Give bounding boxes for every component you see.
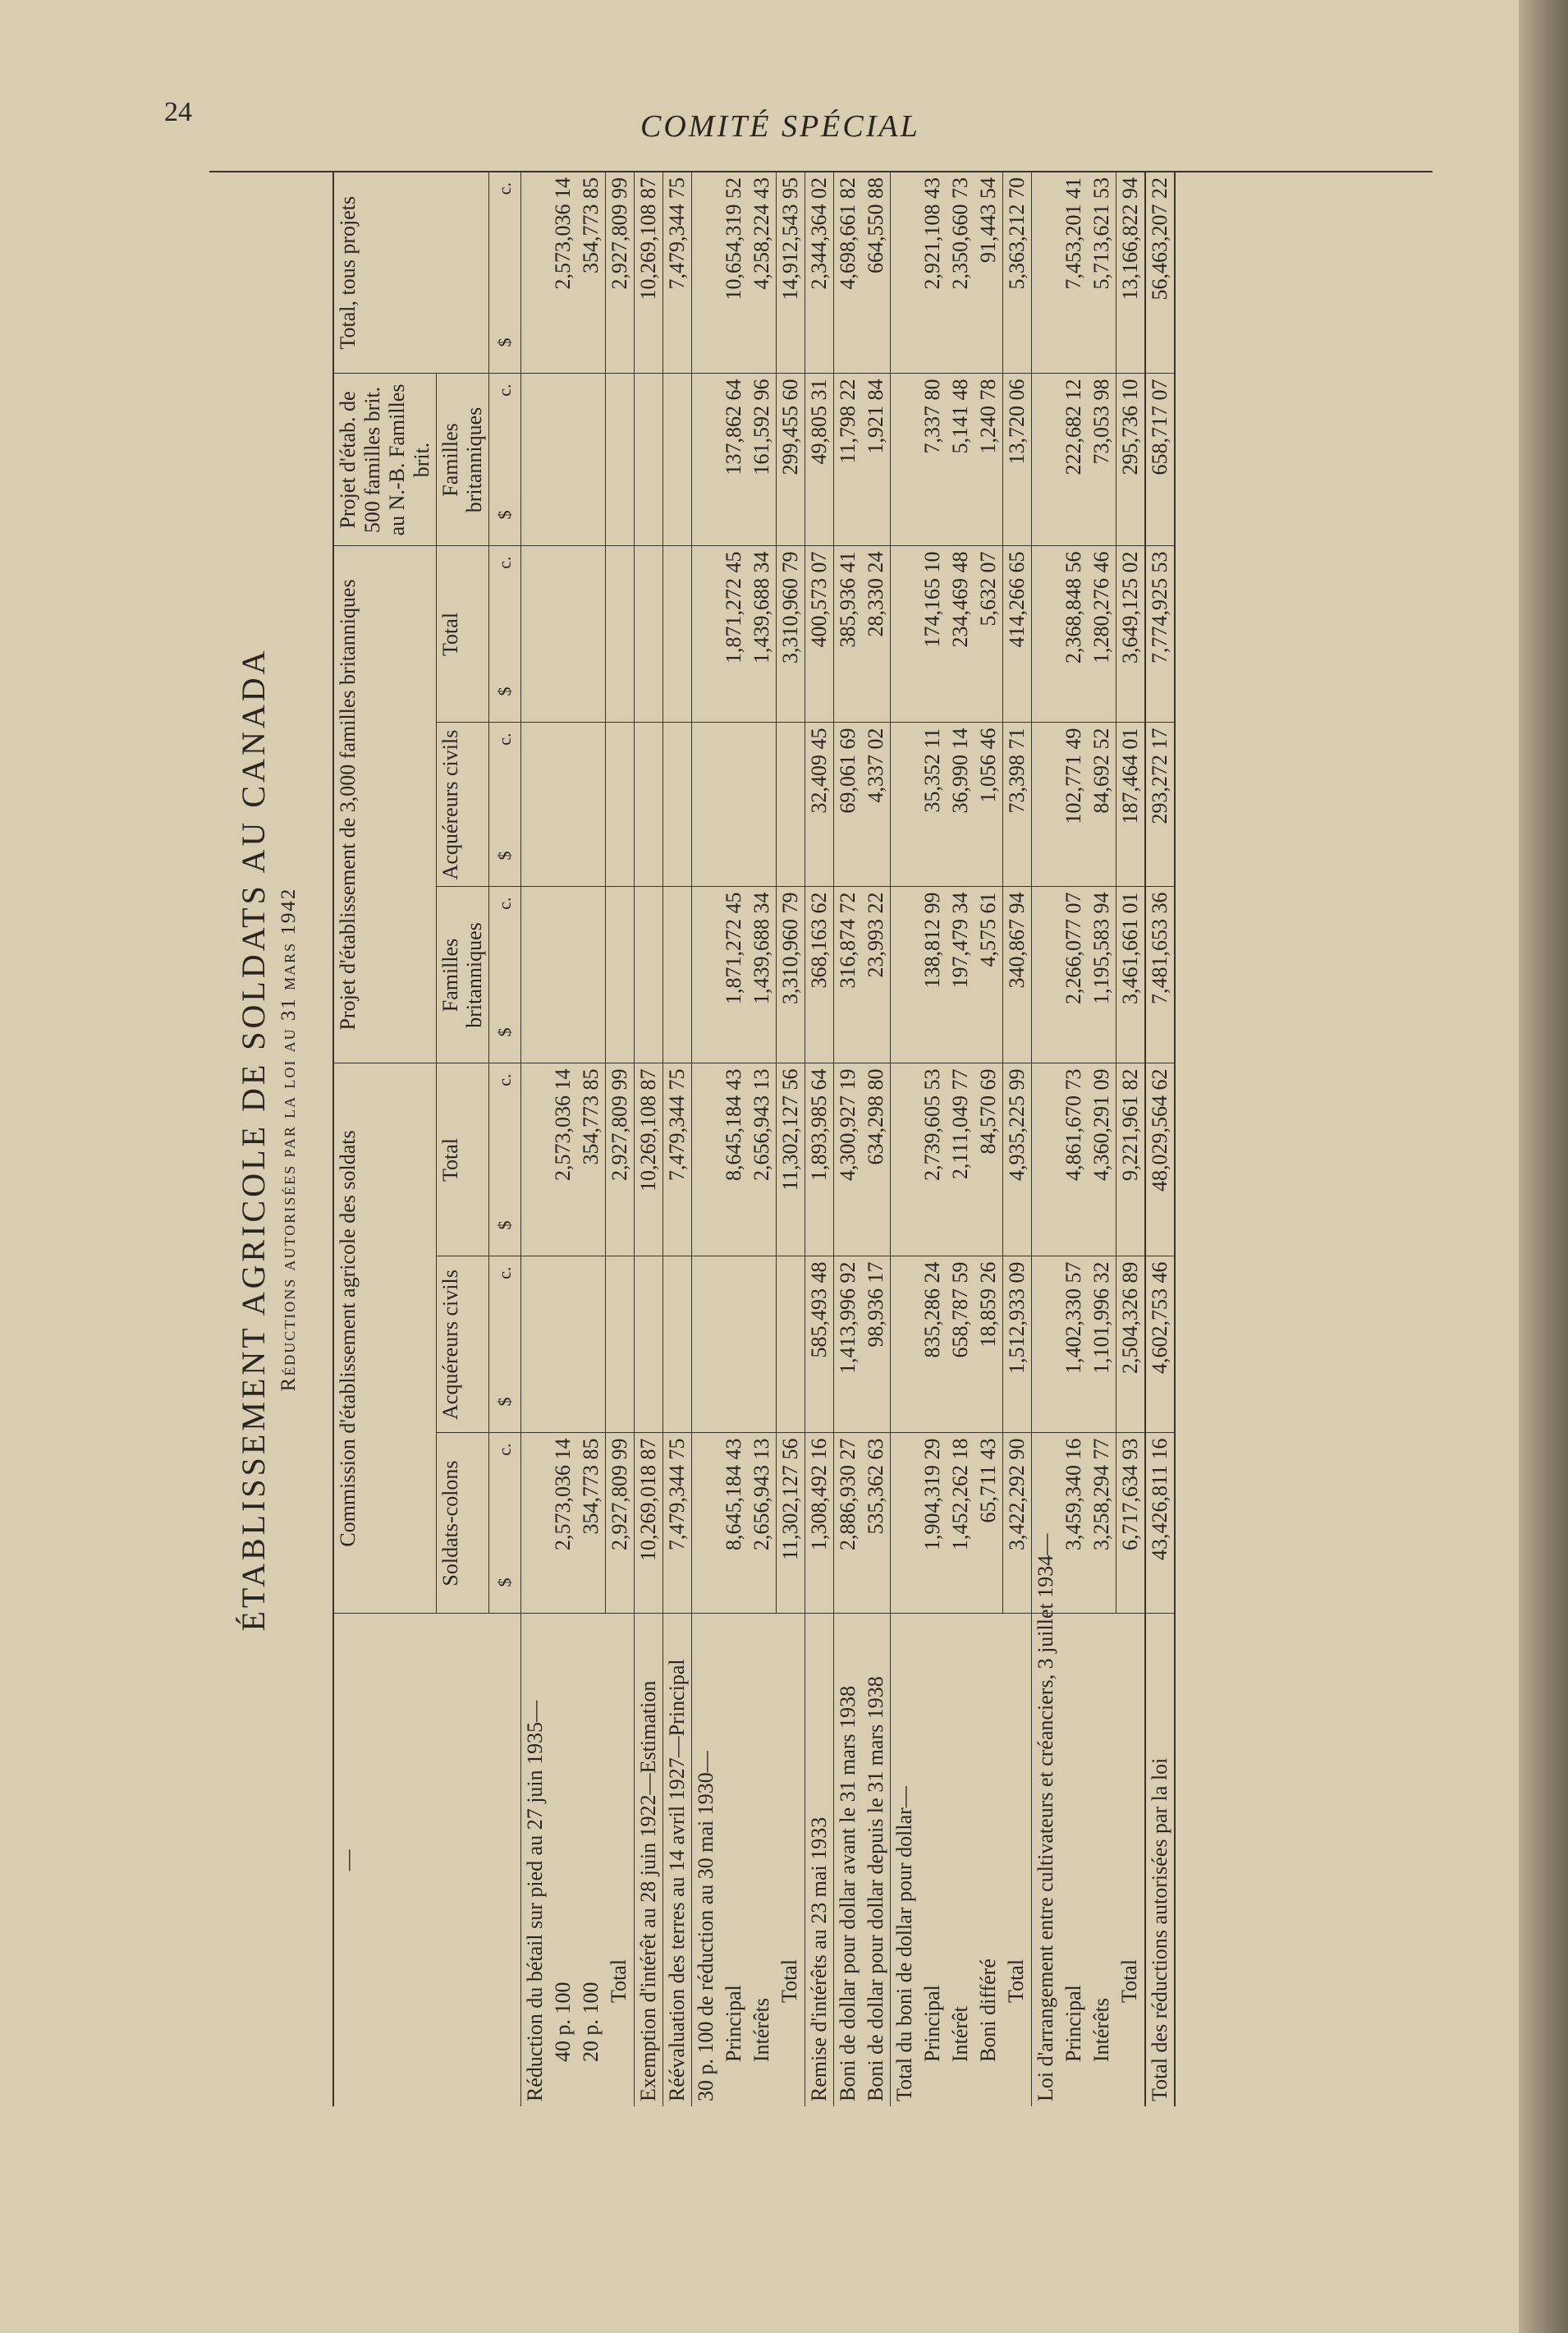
value-cell [1031, 546, 1060, 723]
value-cell: 414,266 65 [1002, 546, 1031, 723]
unit-cents: c. [494, 733, 516, 746]
value-cell: 11,302,127 56 [776, 1433, 805, 1614]
value-cell: 2,573,036 14 [549, 172, 577, 374]
value-cell: 4,258,224 43 [748, 172, 777, 374]
value-cell: 1,921 84 [862, 374, 891, 546]
row-label [776, 1614, 805, 2106]
table-row [890, 172, 919, 2106]
header-total-projects: Total, tous projets [333, 172, 489, 374]
value-cell [890, 887, 919, 1063]
value-cell: 400,573 07 [805, 546, 833, 723]
table-row [776, 172, 805, 2106]
value-cell: 1,413,996 92 [833, 1256, 862, 1433]
unit-dollar: $ [494, 851, 516, 861]
value-cell [1031, 1063, 1060, 1256]
value-cell: 2,573,036 14 [549, 1433, 577, 1614]
value-cell: 3,459,340 16 [1060, 1433, 1088, 1614]
table-row [919, 172, 947, 2106]
value-cell: 3,310,960 79 [776, 887, 805, 1063]
row-label-text: Total [1117, 1959, 1142, 2003]
unit-dollar: $ [494, 510, 516, 520]
value-cell [663, 723, 691, 887]
value-cell: 354,773 85 [577, 172, 606, 374]
row-label [577, 1614, 606, 2106]
value-cell: 174,165 10 [919, 546, 947, 723]
value-cell: 10,654,319 52 [720, 172, 748, 374]
value-cell: 299,455 60 [776, 374, 805, 546]
unit-dollar: $ [494, 1397, 516, 1407]
row-label [1145, 1614, 1175, 2106]
value-cell: 1,871,272 45 [720, 546, 748, 723]
value-cell [890, 1433, 919, 1614]
row-label-text: Exemption d'intérêt au 28 juin 1922—Estimation [635, 1680, 660, 2101]
value-cell: 1,280,276 46 [1088, 546, 1116, 723]
value-cell: 2,739,605 53 [919, 1063, 947, 1256]
value-cell [1031, 723, 1060, 887]
value-cell: 73,053 98 [1088, 374, 1116, 546]
row-label-text: Total [607, 1959, 631, 2003]
unit-cell [489, 1433, 520, 1614]
value-cell: 2,350,660 73 [947, 172, 974, 374]
table-title: ÉTABLISSEMENT AGRICOLE DE SOLDATS AU CANADA [235, 647, 272, 1632]
table-row [974, 172, 1003, 2106]
value-cell [720, 723, 748, 887]
table-row [663, 172, 691, 2106]
row-label [833, 1614, 862, 2106]
value-cell: 9,221,961 82 [1116, 1063, 1145, 1256]
value-cell: 2,886,930 27 [833, 1433, 862, 1614]
value-cell: 7,481,653 36 [1145, 887, 1175, 1063]
value-cell: 4,575 61 [974, 887, 1003, 1063]
value-cell: 35,352 11 [919, 723, 947, 887]
value-cell [1031, 1256, 1060, 1433]
value-cell: 1,056 46 [974, 723, 1003, 887]
unit-dollar: $ [494, 1027, 516, 1037]
value-cell: 4,935,225 99 [1002, 1063, 1031, 1256]
unit-cents: c. [494, 383, 516, 397]
value-cell [890, 172, 919, 374]
value-cell [605, 887, 634, 1063]
value-cell: 197,479 34 [947, 887, 974, 1063]
value-cell: 69,061 69 [833, 723, 862, 887]
row-label-text: Principal [721, 1985, 745, 2062]
unit-dollar: $ [494, 338, 516, 347]
value-cell: 4,300,927 19 [833, 1063, 862, 1256]
value-cell: 8,645,184 43 [720, 1433, 748, 1614]
unit-cents: c. [494, 1266, 516, 1279]
value-cell [1031, 172, 1060, 374]
value-cell: 295,736 10 [1116, 374, 1145, 546]
value-cell [663, 546, 691, 723]
unit-dollar: $ [494, 1220, 516, 1230]
value-cell: 5,141 48 [947, 374, 974, 546]
value-cell [549, 1256, 577, 1433]
row-label [947, 1614, 974, 2106]
value-cell: 385,936 41 [833, 546, 862, 723]
value-cell: 1,893,985 64 [805, 1063, 833, 1256]
value-cell: 5,363,212 70 [1002, 172, 1031, 374]
value-cell [520, 374, 549, 546]
row-label [520, 1614, 549, 2106]
value-cell [776, 723, 805, 887]
value-cell [577, 1256, 606, 1433]
value-cell: 4,698,661 82 [833, 172, 862, 374]
value-cell [691, 1433, 720, 1614]
row-label [748, 1614, 777, 2106]
col-header-acq1: Acquéreurs civils [436, 1256, 489, 1433]
page-number: 24 [164, 97, 192, 127]
value-cell: 49,805 31 [805, 374, 833, 546]
value-cell [890, 546, 919, 723]
row-label-text: Principal [1061, 1985, 1085, 2062]
table-row [1088, 172, 1116, 2106]
table-row [549, 172, 577, 2106]
value-cell [634, 374, 663, 546]
value-cell: 187,464 01 [1116, 723, 1145, 887]
value-cell: 658,717 07 [1145, 374, 1175, 546]
value-cell: 340,867 94 [1002, 887, 1031, 1063]
row-label [974, 1614, 1003, 2106]
value-cell [663, 887, 691, 1063]
row-label-text: Total du boni de dollar pour dollar— [892, 1786, 916, 2101]
value-cell [691, 374, 720, 546]
value-cell [605, 546, 634, 723]
row-label [1031, 1533, 1060, 2106]
unit-cell [489, 374, 520, 546]
value-cell [634, 887, 663, 1063]
value-cell: 98,936 17 [862, 1256, 891, 1433]
value-cell [520, 172, 549, 374]
value-cell: 2,344,364 02 [805, 172, 833, 374]
value-cell [776, 1256, 805, 1433]
value-cell: 316,874 72 [833, 887, 862, 1063]
row-label [1116, 1614, 1145, 2106]
unit-cents: c. [494, 556, 516, 569]
value-cell [577, 887, 606, 1063]
unit-cents: c. [494, 1443, 516, 1456]
value-cell: 36,990 14 [947, 723, 974, 887]
table-row [691, 172, 720, 2106]
table-row [634, 172, 663, 2106]
value-cell: 222,682 12 [1060, 374, 1088, 546]
row-label-text: Total des réductions autorisées par la loi [1147, 1757, 1171, 2101]
col-header-fam3: Familles britanniques [436, 374, 489, 546]
value-cell: 84,692 52 [1088, 723, 1116, 887]
row-label-text: Total [1004, 1959, 1029, 2003]
value-cell: 354,773 85 [577, 1433, 606, 1614]
value-cell: 43,426,811 16 [1145, 1433, 1175, 1614]
value-cell: 3,422,292 90 [1002, 1433, 1031, 1614]
row-label-text: Boni différé [975, 1959, 1000, 2062]
value-cell: 658,787 59 [947, 1256, 974, 1433]
row-label [862, 1614, 891, 2106]
value-cell [634, 546, 663, 723]
value-cell: 2,927,809 99 [605, 1063, 634, 1256]
col-header-total2: Total [436, 546, 489, 723]
row-label-text: Boni de dollar pour dollar avant le 31 mars 1938 [835, 1685, 860, 2101]
row-label [890, 1614, 919, 2106]
value-cell [520, 723, 549, 887]
row-label-text: Total [777, 1959, 802, 2003]
unit-dollar: $ [494, 1578, 516, 1587]
value-cell [549, 723, 577, 887]
group-header-commission: Commission d'établissement agricole des soldats [333, 1063, 436, 1614]
value-cell: 2,927,809 99 [605, 1433, 634, 1614]
unit-cell [489, 723, 520, 887]
rotated-table-stage [209, 172, 1433, 2106]
row-label-text: Réévaluation des terres au 14 avril 1927—Principal [664, 1659, 689, 2101]
value-cell: 234,469 48 [947, 546, 974, 723]
row-label-text: Boni de dollar pour dollar depuis le 31 mars 1938 [863, 1676, 887, 2101]
value-cell: 56,463,207 22 [1145, 172, 1175, 374]
unit-cell [489, 172, 520, 374]
row-label [549, 1614, 577, 2106]
value-cell [890, 374, 919, 546]
value-cell: 10,269,018 87 [634, 1433, 663, 1614]
value-cell: 3,649,125 02 [1116, 546, 1145, 723]
row-label [919, 1614, 947, 2106]
value-cell: 48,029,564 62 [1145, 1063, 1175, 1256]
value-cell [520, 887, 549, 1063]
unit-cell [489, 887, 520, 1063]
value-cell: 11,302,127 56 [776, 1063, 805, 1256]
table-row [833, 172, 862, 2106]
value-cell [890, 1063, 919, 1256]
value-cell: 1,195,583 94 [1088, 887, 1116, 1063]
value-cell [748, 723, 777, 887]
value-cell [1031, 887, 1060, 1063]
row-label [1088, 1614, 1116, 2106]
value-cell [520, 1256, 549, 1433]
value-cell [691, 1063, 720, 1256]
value-cell: 535,362 63 [862, 1433, 891, 1614]
value-cell: 32,409 45 [805, 723, 833, 887]
title-block [209, 172, 332, 2106]
table-row [947, 172, 974, 2106]
value-cell: 2,504,326 89 [1116, 1256, 1145, 1433]
value-cell: 7,774,925 53 [1145, 546, 1175, 723]
col-header-soldats: Soldats-colons [436, 1433, 489, 1614]
value-cell: 835,286 24 [919, 1256, 947, 1433]
value-cell: 2,921,108 43 [919, 172, 947, 374]
row-label-text: Intérêt [947, 2006, 972, 2062]
row-label [720, 1614, 748, 2106]
value-cell: 1,308,492 16 [805, 1433, 833, 1614]
value-cell: 1,439,688 34 [748, 546, 777, 723]
row-label [1060, 1614, 1088, 2106]
value-cell [634, 1256, 663, 1433]
value-cell: 13,720 06 [1002, 374, 1031, 546]
value-cell [663, 1256, 691, 1433]
group-header-500: Projet d'étab. de 500 familles brit. au N.-B. Familles brit. [333, 374, 436, 546]
value-cell: 13,166,822 94 [1116, 172, 1145, 374]
unit-cell [489, 1256, 520, 1433]
value-cell [577, 546, 606, 723]
table-subtitle: Réductions autorisées par la loi au 31 mars 1942 [277, 887, 300, 1392]
value-cell: 3,310,960 79 [776, 546, 805, 723]
value-cell: 368,163 62 [805, 887, 833, 1063]
row-label [691, 1614, 720, 2106]
reductions-table [332, 172, 1176, 2106]
value-cell [577, 374, 606, 546]
value-cell: 293,272 17 [1145, 723, 1175, 887]
table-row [748, 172, 777, 2106]
value-cell: 14,912,543 95 [776, 172, 805, 374]
value-cell [634, 723, 663, 887]
value-cell: 2,656,943 13 [748, 1433, 777, 1614]
row-label [605, 1614, 634, 2106]
value-cell: 585,493 48 [805, 1256, 833, 1433]
table-row [720, 172, 748, 2106]
col-header-acq2: Acquéreurs civils [436, 723, 489, 887]
stub-header: — [333, 1614, 520, 2106]
value-cell [549, 887, 577, 1063]
table-row [1031, 172, 1060, 2106]
value-cell [520, 546, 549, 723]
value-cell [549, 546, 577, 723]
table-row [520, 172, 549, 2106]
row-label-text: 40 p. 100 [550, 1982, 575, 2062]
table-row [1145, 172, 1175, 2106]
value-cell: 634,298 80 [862, 1063, 891, 1256]
value-cell: 2,368,848 56 [1060, 546, 1088, 723]
running-head: COMITÉ SPÉCIAL [640, 109, 920, 144]
value-cell [720, 1256, 748, 1433]
value-cell: 5,632 07 [974, 546, 1003, 723]
value-cell: 28,330 24 [862, 546, 891, 723]
value-cell [549, 374, 577, 546]
row-label-text: Réduction du bétail sur pied au 27 juin 1935— [522, 1700, 547, 2101]
row-label-text: Intérêts [1089, 1998, 1113, 2062]
value-cell: 73,398 71 [1002, 723, 1031, 887]
value-cell: 10,269,108 87 [634, 1063, 663, 1256]
value-cell: 7,453,201 41 [1060, 172, 1088, 374]
row-label-text: 20 p. 100 [578, 1982, 603, 2062]
value-cell [663, 374, 691, 546]
value-cell: 1,452,262 18 [947, 1433, 974, 1614]
value-cell: 2,111,049 77 [947, 1063, 974, 1256]
value-cell [520, 1063, 549, 1256]
value-cell: 2,656,943 13 [748, 1063, 777, 1256]
value-cell: 1,904,319 29 [919, 1433, 947, 1614]
value-cell: 354,773 85 [577, 1063, 606, 1256]
table-row [805, 172, 833, 2106]
value-cell: 1,871,272 45 [720, 887, 748, 1063]
value-cell: 18,859 26 [974, 1256, 1003, 1433]
value-cell: 4,360,291 09 [1088, 1063, 1116, 1256]
row-label-text: Loi d'arrangement entre cultivateurs et créanciers, 3 juillet 1934— [1033, 1533, 1057, 2101]
value-cell [520, 1433, 549, 1614]
group-header-3000: Projet d'établissement de 3,000 familles britanniques [333, 546, 436, 1063]
value-cell [890, 1256, 919, 1433]
value-cell: 7,337 80 [919, 374, 947, 546]
value-cell: 3,461,661 01 [1116, 887, 1145, 1063]
value-cell: 4,861,670 73 [1060, 1063, 1088, 1256]
page-edge [1519, 0, 1568, 2333]
table-row [1060, 172, 1088, 2106]
value-cell: 664,550 88 [862, 172, 891, 374]
value-cell: 1,240 78 [974, 374, 1003, 546]
unit-cents: c. [494, 1073, 516, 1086]
value-cell [605, 723, 634, 887]
value-cell: 7,479,344 75 [663, 1433, 691, 1614]
value-cell: 84,570 69 [974, 1063, 1003, 1256]
value-cell: 10,269,108 87 [634, 172, 663, 374]
row-label [634, 1614, 663, 2106]
value-cell: 4,337 02 [862, 723, 891, 887]
value-cell [577, 723, 606, 887]
row-label [1002, 1614, 1031, 2106]
value-cell: 1,101,996 32 [1088, 1256, 1116, 1433]
row-label [805, 1614, 833, 2106]
value-cell: 137,862 64 [720, 374, 748, 546]
table-row [862, 172, 891, 2106]
value-cell: 8,645,184 43 [720, 1063, 748, 1256]
row-label-text: 30 p. 100 de réduction au 30 mai 1930— [693, 1751, 718, 2101]
value-cell: 65,711 43 [974, 1433, 1003, 1614]
row-label-text: Intérêts [749, 1998, 773, 2062]
row-label [663, 1614, 691, 2106]
value-cell: 2,927,809 99 [605, 172, 634, 374]
value-cell: 3,258,294 77 [1088, 1433, 1116, 1614]
unit-cell [489, 546, 520, 723]
value-cell: 1,439,688 34 [748, 887, 777, 1063]
col-header-fam2: Familles britanniques [436, 887, 489, 1063]
table-body [520, 172, 1175, 2106]
value-cell: 2,266,077 07 [1060, 887, 1088, 1063]
row-label-text: Principal [919, 1985, 944, 2062]
table-row [577, 172, 606, 2106]
value-cell: 102,771 49 [1060, 723, 1088, 887]
col-header-total1: Total [436, 1063, 489, 1256]
value-cell: 1,512,933 09 [1002, 1256, 1031, 1433]
value-cell [691, 1256, 720, 1433]
value-cell [890, 723, 919, 887]
value-cell: 23,993 22 [862, 887, 891, 1063]
value-cell: 138,812 99 [919, 887, 947, 1063]
value-cell: 6,717,634 93 [1116, 1433, 1145, 1614]
value-cell [691, 723, 720, 887]
value-cell [748, 1256, 777, 1433]
value-cell: 7,479,344 75 [663, 1063, 691, 1256]
unit-cents: c. [494, 181, 516, 195]
table-row [605, 172, 634, 2106]
value-cell: 7,479,344 75 [663, 172, 691, 374]
value-cell [691, 172, 720, 374]
value-cell [1031, 374, 1060, 546]
value-cell [605, 374, 634, 546]
value-cell: 4,602,753 46 [1145, 1256, 1175, 1433]
unit-cell [489, 1063, 520, 1256]
row-label-text: Remise d'intérêts au 23 mai 1933 [806, 1816, 831, 2101]
value-cell: 2,573,036 14 [549, 1063, 577, 1256]
value-cell [691, 887, 720, 1063]
unit-dollar: $ [494, 687, 516, 696]
value-cell: 11,798 22 [833, 374, 862, 546]
unit-cents: c. [494, 897, 516, 910]
value-cell [605, 1256, 634, 1433]
table-row [1002, 172, 1031, 2106]
value-cell: 91,443 54 [974, 172, 1003, 374]
value-cell [691, 546, 720, 723]
table-row [1116, 172, 1145, 2106]
value-cell: 1,402,330 57 [1060, 1256, 1088, 1433]
value-cell: 5,713,621 53 [1088, 172, 1116, 374]
value-cell: 161,592 96 [748, 374, 777, 546]
